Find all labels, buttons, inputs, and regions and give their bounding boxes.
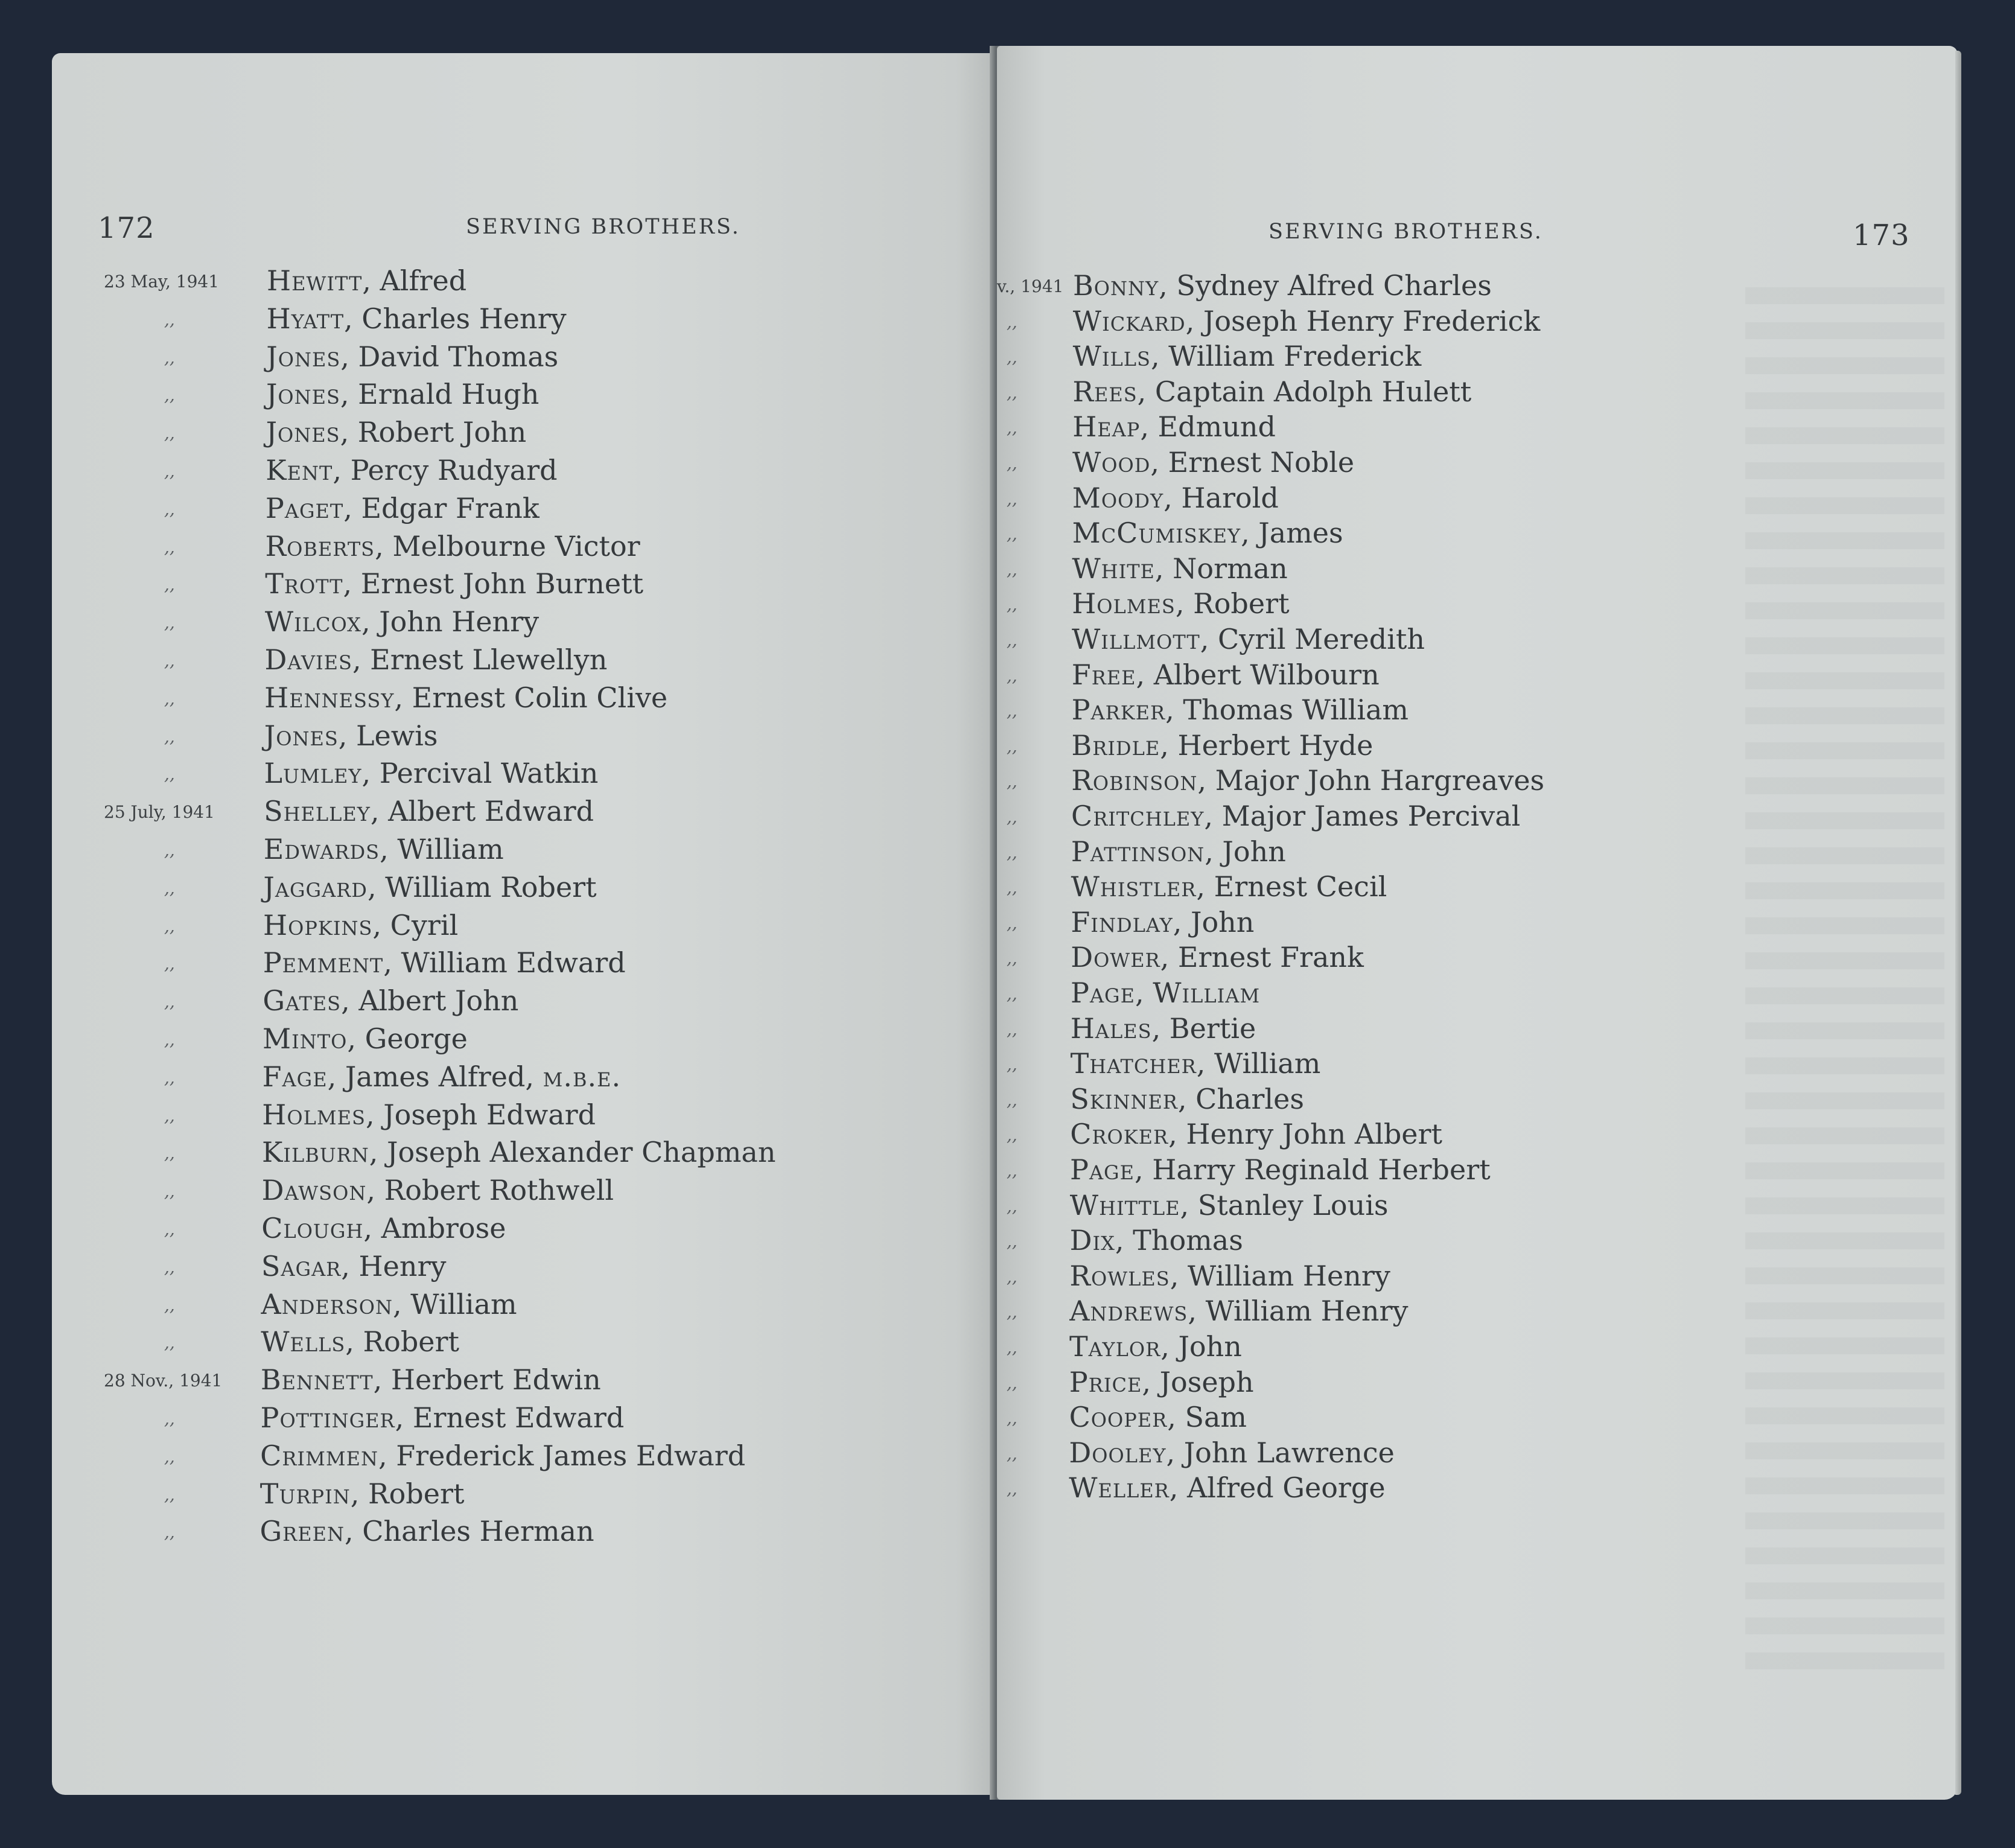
entry-name (266, 530, 640, 562)
ditto-mark: ,, (164, 764, 175, 785)
entry-name (263, 1060, 622, 1093)
entry-name (1069, 1366, 1254, 1398)
entry-name (1069, 1401, 1247, 1433)
entry-surname: Dooley (1069, 1436, 1167, 1469)
ditto-mark: ,, (164, 840, 175, 860)
entry-surname: McCumiskey (1072, 517, 1241, 550)
entry-given-names: , Frederick James Edward (378, 1439, 746, 1472)
entry-surname: Holmes (1072, 587, 1176, 620)
entry-surname: Lumley (264, 757, 362, 790)
ditto-mark: ,, (164, 954, 175, 974)
entry-name (1070, 1083, 1304, 1115)
entry-given-names: , Lewis (338, 719, 438, 752)
entry-surname: Anderson (261, 1287, 393, 1321)
entry-name (266, 340, 558, 373)
entry-surname: Hyatt (266, 302, 345, 335)
entry-given-names: , Charles (1177, 1082, 1304, 1115)
ditto-mark: ,, (164, 1143, 175, 1164)
entry-honour: m.b.e. (543, 1060, 622, 1093)
entry-given-names: , William (393, 1287, 517, 1321)
entry-name (1071, 977, 1260, 1009)
entry-name (267, 264, 466, 297)
entry-given-names: William (1153, 977, 1261, 1009)
entry-name (1072, 693, 1409, 726)
ditto-mark: ,, (1007, 1479, 1017, 1499)
entry-given-names: , Thomas William (1165, 693, 1409, 727)
left-page (52, 53, 993, 1795)
ditto-mark: ,, (164, 1484, 175, 1505)
entry-name (1070, 1118, 1442, 1150)
ditto-mark: ,, (1007, 1019, 1017, 1039)
entry-given-names: , Ernest Noble (1150, 446, 1355, 479)
entry-given-names: , Ernest John Burnett (343, 567, 644, 601)
entry-surname: Wills (1072, 340, 1151, 373)
entry-given-names: , James Alfred, (327, 1060, 543, 1093)
entry-given-names: , William Robert (367, 870, 597, 903)
entry-given-names: , Harold (1163, 481, 1279, 514)
entry-surname: Davies (264, 643, 352, 676)
entry-surname: Jaggard (263, 870, 368, 903)
entry-name (1072, 552, 1287, 585)
entry-surname: White (1072, 552, 1155, 585)
ditto-mark: ,, (1007, 665, 1017, 686)
entry-surname: Pemment (263, 946, 384, 980)
entry-given-names: , Herbert Hyde (1160, 728, 1374, 762)
entry-name (263, 984, 518, 1017)
entry-given-names: , Ernest Cecil (1196, 870, 1387, 903)
entry-surname: Holmes (262, 1098, 366, 1131)
entry-given-names: , Major James Percival (1204, 800, 1521, 832)
entry-given-names: , Albert Wilbourn (1136, 658, 1380, 691)
entry-name (264, 681, 667, 714)
entry-name (1071, 941, 1364, 973)
entry-name (1073, 269, 1492, 302)
entry-name (1072, 375, 1471, 408)
entry-name (1072, 587, 1289, 620)
entry-name (1071, 764, 1544, 797)
entry-given-names: , Sydney Alfred Charles (1159, 269, 1492, 302)
ditto-mark: ,, (164, 461, 175, 481)
ditto-mark: ,, (1007, 1408, 1017, 1429)
entry-surname: Kilburn (261, 1136, 369, 1169)
ditto-mark: ,, (1007, 418, 1017, 438)
entry-surname: Hewitt (267, 264, 363, 297)
entry-surname: Moody (1072, 481, 1164, 514)
entry-surname: Heap (1072, 410, 1141, 444)
ditto-mark: ,, (1007, 1161, 1017, 1180)
entry-name (1071, 870, 1387, 903)
entry-given-names: , Herbert Edwin (373, 1363, 601, 1397)
entry-name (267, 302, 567, 335)
ditto-mark: ,, (1007, 1302, 1017, 1322)
entry-surname: Willmott (1072, 623, 1200, 655)
entry-name (260, 1477, 465, 1510)
page-edge (1955, 51, 1961, 1795)
entry-given-names: , Percival Watkin (361, 757, 599, 790)
entry-surname: Cooper (1069, 1401, 1168, 1434)
entry-given-names: , Ernald Hugh (340, 378, 540, 411)
entry-name (261, 1288, 517, 1321)
entry-name (263, 1022, 468, 1055)
ditto-mark: ,, (164, 575, 175, 595)
running-head: SERVING BROTHERS. (466, 215, 740, 239)
entry-given-names: , Joseph (1142, 1365, 1254, 1398)
entry-surname: Andrews (1069, 1295, 1188, 1328)
entry-surname: Sagar (261, 1249, 342, 1282)
entry-date: 25 July, 1941 (104, 802, 215, 823)
ditto-mark: ,, (1007, 1337, 1017, 1357)
entry-name (1070, 1224, 1243, 1257)
entry-name (1069, 1295, 1408, 1327)
entry-given-names: , David Thomas (340, 340, 559, 373)
entry-given-names: , William Frederick (1150, 340, 1422, 373)
entry-name (266, 416, 527, 448)
ditto-mark: ,, (1007, 1443, 1017, 1464)
entry-given-names: , John (1173, 905, 1255, 938)
entry-surname: Pottinger (260, 1401, 395, 1434)
ditto-mark: ,, (1007, 948, 1017, 969)
ditto-mark: ,, (1007, 382, 1017, 403)
ditto-mark: ,, (164, 688, 175, 709)
running-head: SERVING BROTHERS. (1269, 220, 1543, 244)
entry-surname: Turpin (259, 1477, 351, 1510)
entry-given-names: , Ernest Colin Clive (394, 681, 668, 714)
entry-name (262, 1174, 614, 1206)
ditto-mark: ,, (164, 613, 175, 633)
entry-given-names: , Ambrose (363, 1212, 506, 1244)
entry-given-names: , Charles Henry (344, 302, 567, 335)
ditto-mark: ,, (164, 992, 175, 1012)
ditto-mark: ,, (1007, 453, 1017, 473)
ditto-mark: ,, (1007, 630, 1017, 650)
ditto-mark: ,, (1007, 524, 1017, 544)
ditto-mark: ,, (1007, 701, 1017, 721)
entry-surname: Trott (265, 567, 343, 601)
entry-surname: Croker (1070, 1118, 1169, 1151)
entry-surname: Paget (265, 491, 344, 524)
ditto-mark: ,, (164, 1446, 175, 1467)
entry-surname: Jones (266, 378, 340, 411)
ditto-mark: ,, (1007, 559, 1017, 579)
entry-list (52, 53, 993, 1795)
page-number: 173 (1853, 218, 1910, 252)
entry-surname: Jones (264, 719, 339, 752)
ditto-mark: ,, (164, 878, 175, 898)
entry-surname: Hopkins (263, 908, 373, 942)
entry-given-names: , Ernest Llewellyn (352, 643, 608, 676)
entry-given-names: , Alfred (362, 264, 467, 297)
entry-name (1071, 729, 1373, 762)
ditto-mark: ,, (164, 1181, 175, 1202)
entry-surname: Skinner (1070, 1082, 1178, 1115)
ditto-mark: ,, (1007, 878, 1017, 898)
entry-name (1069, 1436, 1395, 1469)
ditto-mark: ,, (1007, 842, 1017, 862)
entry-surname: Wickard (1072, 304, 1186, 337)
entry-name (264, 719, 438, 752)
entry-given-names: , Thomas (1115, 1224, 1243, 1257)
entry-name (1073, 305, 1540, 337)
entry-surname: Wilcox (264, 605, 361, 639)
entry-surname: Page (1071, 977, 1135, 1009)
entry-given-names: , Stanley Louis (1180, 1188, 1389, 1222)
entry-given-names: , Cyril Meredith (1200, 623, 1425, 655)
ditto-mark: ,, (164, 1295, 175, 1315)
entry-given-names: , Robert (1175, 587, 1290, 620)
entry-surname: Jones (266, 416, 340, 449)
ditto-mark: ,, (164, 1333, 175, 1353)
entry-given-names: , John (1160, 1330, 1242, 1363)
entry-given-names: , Robert (345, 1325, 459, 1359)
entry-given-names: , James (1241, 517, 1343, 550)
entry-name (1072, 482, 1279, 514)
entry-name (1069, 1471, 1385, 1504)
entry-given-names: , Joseph Alexander Chapman (369, 1136, 776, 1169)
entry-given-names: , Bertie (1151, 1012, 1256, 1045)
entry-name (261, 1250, 447, 1282)
ditto-mark: ,, (164, 1105, 175, 1126)
entry-given-names: , (1135, 977, 1153, 1009)
entry-surname: Clough (261, 1212, 364, 1244)
entry-surname: Pattinson (1071, 835, 1205, 868)
entry-surname: Kent (266, 454, 333, 486)
entry-given-names: , Joseph Edward (365, 1098, 596, 1131)
ditto-mark: ,, (1007, 771, 1017, 792)
entry-name (261, 1401, 625, 1434)
entry-name (1072, 517, 1343, 549)
entry-given-names: , Edmund (1140, 410, 1276, 444)
ditto-mark: ,, (164, 309, 175, 330)
entry-name (266, 378, 539, 410)
ditto-mark: ,, (1007, 1231, 1017, 1252)
ditto-mark: ,, (164, 1257, 175, 1277)
entry-surname: Gates (263, 984, 342, 1018)
ditto-mark: ,, (164, 651, 175, 671)
entry-name (1072, 410, 1276, 443)
entry-name (1071, 1047, 1321, 1080)
entry-name (261, 1212, 506, 1244)
ditto-mark: ,, (1007, 984, 1017, 1004)
entry-given-names: , Henry John Albert (1168, 1118, 1442, 1151)
entry-surname: Critchley (1071, 800, 1205, 832)
entry-surname: Rees (1072, 375, 1138, 408)
entry-date: 28 Nov., 1941 (104, 1371, 223, 1391)
ditto-mark: ,, (1007, 1196, 1017, 1216)
ditto-mark: ,, (164, 726, 175, 747)
ditto-mark: ,, (164, 537, 175, 557)
entry-given-names: , Albert Edward (370, 795, 594, 828)
entry-name (264, 757, 598, 789)
entry-name (260, 1439, 745, 1472)
entry-given-names: , Robert John (340, 416, 527, 449)
ditto-mark: ,, (1007, 347, 1017, 368)
entry-given-names: , Joseph Henry Frederick (1185, 304, 1541, 337)
entry-surname: Weller (1069, 1471, 1170, 1505)
entry-date: v., 1941 (997, 276, 1064, 296)
entry-given-names: , Cyril (372, 908, 459, 942)
right-page (997, 46, 1958, 1800)
entry-given-names: , Melbourne Victor (375, 529, 640, 562)
entry-surname: Robinson (1071, 764, 1198, 797)
entry-name (1069, 1260, 1390, 1292)
entry-name (1072, 446, 1354, 479)
ditto-mark: ,, (164, 1067, 175, 1088)
entry-surname: Wells (261, 1325, 346, 1359)
ditto-mark: ,, (1007, 1054, 1017, 1075)
entry-given-names: , Sam (1167, 1401, 1247, 1434)
entry-surname: Findlay (1071, 905, 1173, 938)
entry-surname: Green (259, 1515, 345, 1548)
entry-given-names: , Robert (350, 1477, 465, 1510)
ditto-mark: ,, (164, 916, 175, 936)
ditto-mark: ,, (164, 385, 175, 406)
entry-surname: Fage (262, 1060, 328, 1093)
entry-name (264, 833, 504, 865)
ditto-mark: ,, (1007, 311, 1017, 332)
entry-surname: Roberts (265, 529, 375, 562)
entry-given-names: , Percy Rudyard (333, 454, 558, 486)
ditto-mark: ,, (1007, 736, 1017, 756)
entry-name (1070, 1153, 1491, 1186)
entry-surname: Parker (1071, 693, 1166, 727)
entry-name (263, 871, 596, 903)
entry-name (1071, 906, 1254, 938)
ditto-mark: ,, (1007, 913, 1017, 933)
entry-name (1071, 835, 1286, 868)
entry-name (1072, 658, 1380, 691)
entry-given-names: , William Henry (1188, 1295, 1409, 1328)
entry-surname: Price (1069, 1365, 1142, 1398)
entry-name (1070, 1189, 1389, 1222)
entry-given-names: , Henry (341, 1249, 447, 1282)
entry-name (261, 1363, 601, 1396)
entry-given-names: , Ernest Edward (395, 1401, 625, 1434)
entry-surname: Hennessy (264, 681, 395, 714)
entry-name (1071, 800, 1520, 832)
entry-surname: Taylor (1069, 1330, 1161, 1363)
entry-given-names: , William Henry (1170, 1259, 1390, 1292)
entry-name (1072, 623, 1425, 655)
entry-given-names: , Ernest Frank (1160, 941, 1364, 974)
entry-name (1071, 1012, 1256, 1045)
entry-surname: Page (1070, 1153, 1135, 1186)
entry-surname: Thatcher (1070, 1047, 1197, 1080)
entry-surname: Hales (1070, 1012, 1152, 1045)
entry-given-names: , Harry Reginald Herbert (1134, 1153, 1491, 1186)
ditto-mark: ,, (1007, 1125, 1017, 1145)
entry-list (997, 46, 1958, 1800)
entry-surname: Dix (1069, 1224, 1115, 1257)
entry-given-names: , Major John Hargreaves (1197, 764, 1545, 797)
entry-name (261, 1325, 459, 1358)
entry-name (266, 492, 540, 524)
entry-name (265, 643, 608, 676)
entry-given-names: , John Lawrence (1166, 1436, 1395, 1469)
ditto-mark: ,, (1007, 1266, 1017, 1287)
entry-given-names: , Edgar Frank (343, 491, 540, 524)
ditto-mark: ,, (164, 499, 175, 519)
entry-given-names: , Captain Adolph Hulett (1137, 375, 1472, 408)
ditto-mark: ,, (164, 423, 175, 444)
entry-given-names: , William (1196, 1047, 1321, 1080)
ditto-mark: ,, (1007, 1372, 1017, 1393)
entry-given-names: , John (1205, 835, 1286, 868)
entry-surname: Bridle (1071, 728, 1160, 762)
entry-name (259, 1515, 594, 1547)
entry-name (263, 946, 626, 979)
entry-given-names: , Alfred George (1169, 1471, 1386, 1505)
entry-name (262, 1098, 596, 1131)
ditto-mark: ,, (164, 1219, 175, 1239)
entry-name (264, 795, 594, 827)
entry-given-names: , Robert Rothwell (366, 1174, 614, 1207)
entry-given-names: , William (380, 833, 504, 865)
ditto-mark: ,, (1007, 594, 1017, 615)
entry-name (1073, 340, 1422, 372)
entry-surname: Dawson (261, 1174, 367, 1207)
entry-surname: Jones (266, 340, 341, 373)
entry-name (263, 909, 458, 942)
entry-given-names: , John Henry (361, 605, 540, 639)
ditto-mark: ,, (1007, 488, 1017, 509)
entry-surname: Whistler (1071, 870, 1197, 903)
ditto-mark: ,, (1007, 1089, 1017, 1110)
entry-name (262, 1136, 776, 1168)
ditto-mark: ,, (164, 1030, 175, 1050)
entry-surname: Free (1071, 658, 1136, 691)
entry-surname: Bennett (260, 1363, 374, 1397)
entry-given-names: , Albert John (341, 984, 519, 1018)
ditto-mark: ,, (164, 1409, 175, 1429)
entry-surname: Crimmen (260, 1439, 378, 1472)
ditto-mark: ,, (164, 1522, 175, 1543)
entry-surname: Wood (1072, 446, 1151, 479)
entry-surname: Shelley (264, 795, 371, 828)
entry-given-names: , William Edward (383, 946, 626, 980)
entry-given-names: , Norman (1154, 552, 1288, 585)
entry-surname: Minto (263, 1022, 348, 1055)
ditto-mark: ,, (164, 347, 175, 368)
entry-name (265, 605, 539, 638)
entry-name (266, 454, 557, 486)
entry-surname: Rowles (1069, 1259, 1170, 1292)
entry-surname: Dower (1071, 941, 1160, 974)
entry-name (265, 567, 643, 600)
entry-name (1069, 1330, 1242, 1363)
entry-surname: Whittle (1069, 1188, 1180, 1222)
entry-surname: Edwards (263, 833, 380, 865)
ditto-mark: ,, (1007, 807, 1017, 827)
entry-given-names: , George (347, 1022, 468, 1055)
entry-date: 23 May, 1941 (104, 272, 220, 292)
page-number: 172 (98, 211, 155, 245)
entry-surname: Bonny (1073, 269, 1159, 302)
entry-given-names: , Charles Herman (345, 1515, 594, 1548)
